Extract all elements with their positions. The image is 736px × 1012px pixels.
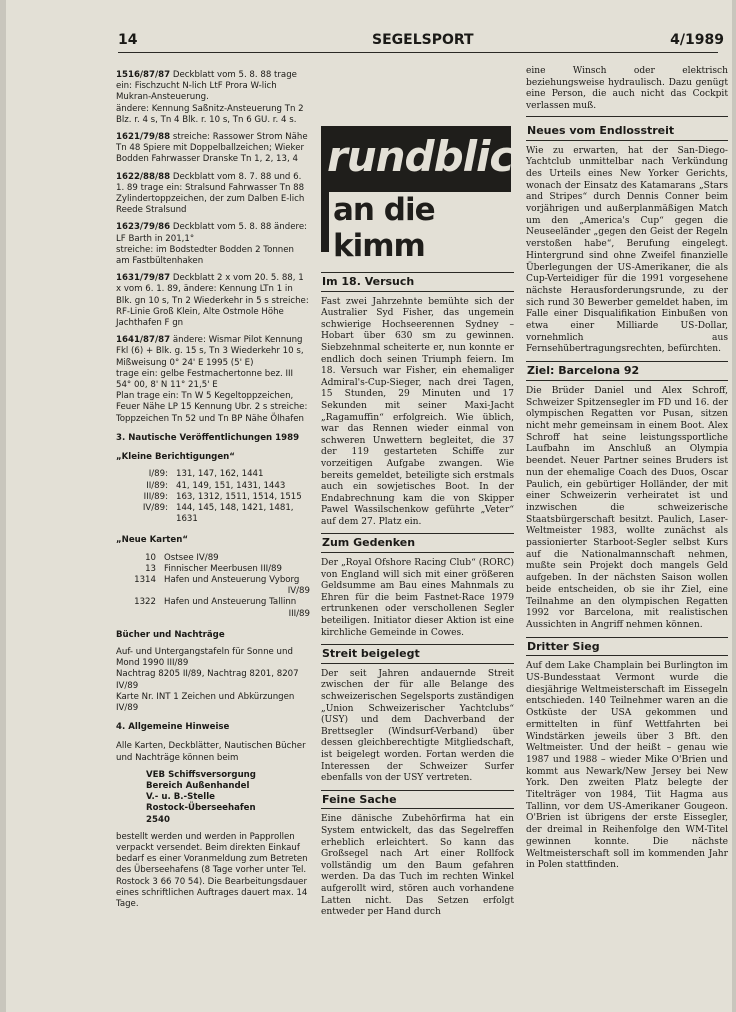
issue-label: 4/1989 [670, 32, 724, 48]
chart-issue: III/89 [288, 608, 310, 619]
article-body: Der „Royal Ofshore Racing Club“ (RORC) von England will sich mit einer größeren Geldsumme am Bau eines Mahnmals zu Ehren für die beim Fastnet-Race 1979 ertrunkenen oder verschollenen Segler beteiligen. Initiator dieser Aktion ist eine kirchliche Gemeinde in Cowes. [321, 558, 514, 638]
list-value: 163, 1312, 1511, 1514, 1515 [176, 491, 302, 502]
address-line: Rostock-Überseehafen [146, 803, 256, 814]
entry-id: 1516/87/87 [116, 70, 171, 80]
address-line: 2540 [146, 814, 170, 825]
article [321, 272, 514, 528]
subsection-title: „Neue Karten“ [116, 535, 189, 546]
article-title: Neues vom Endlosstreit [526, 122, 728, 141]
column-notices [116, 70, 310, 916]
list-key: IV/89: [142, 502, 168, 513]
article-body: Auf dem Lake Champlain bei Burlington im US-Bundesstaat Vermont wurde die diesjährige Weltmeisterschaft im Eissegeln entschieden. 140 Teilnehmer waren an die Ostküste der USA gekommen und ermittelten in fünf Wettfahrten bei Windstärken jeweils über 3 Bft. den Weltmeister. Und der heißt – genau wie 1987 und 1988 – wieder Mike O'Brien und kommt aus Newark/New Jersey bei New York. Den zweiten Platz belegte der Titelträger von 1984, Tiit Hagma aus Tallinn, vor dem US-Amerikaner Gougeon. O'Brien ist übrigens der erste Eissegler, der dreimal in Reihenfolge den WM-Titel gewinnen konnte. Die nächste Weltmeisterschaft soll im kommenden Jahr in Polen stattfinden. [526, 661, 728, 871]
list-key: III/89: [143, 491, 168, 502]
column-news [526, 66, 728, 877]
address-line: Bereich Außenhandel [146, 780, 250, 791]
subsection-title: „Kleine Berichtigungen“ [116, 452, 235, 463]
entry-id: 1621/79/88 [116, 132, 171, 143]
magazine-title: SEGELSPORT [372, 32, 474, 48]
chart-title [164, 553, 310, 564]
article [321, 533, 514, 639]
entry-id: 1622/88/88 [116, 171, 171, 182]
notice-entry [116, 222, 310, 267]
article-body: Der seit Jahren andauernde Streit zwischen der für alle Belange des schweizerischen Segelsports zuständigen „Union Schweizerischer Yachtclubs“ (USY) und dem Dachverband der Brettsegler (Windsurf-Verband) über dessen gleichberechtigte Mitgliedschaft, ist beigelegt worden. Fortan werden die Interessen der Schweizer Surfer ebenfalls von der USY vertreten. [321, 668, 514, 784]
address-line: VEB Schiffsversorgung [146, 769, 256, 780]
notice-entry [116, 70, 310, 126]
section-title: 4. Allgemeine Hinweise [116, 722, 230, 733]
address-line: V.- u. B.-Stelle [146, 792, 215, 803]
article [526, 122, 728, 356]
article-title: Im 18. Versuch [321, 273, 514, 292]
chart-issue: IV/89 [287, 586, 310, 597]
notice-text: Alle Karten, Deckblätter, Nautischen Bücher und Nachträge können beim [116, 741, 306, 763]
entry-id: 1641/87/87 [116, 335, 171, 346]
entry-id: 1623/79/86 [116, 222, 171, 233]
chart-number: 13 [145, 563, 156, 574]
article-body: Eine dänische Zubehörfirma hat ein System entwickelt, das das Segelreffen erheblich erleichtert. So kann das Großsegel nach Art einer Rollfock vollständig um den Baum gefahren werden. Da das Tuch im rechten Winkel aufgerollt wird, stören auch vorhandene Latten nicht. Das Setzen erfolgt entweder per Hand durch [321, 814, 514, 918]
article-body: Fast zwei Jahrzehnte bemühte sich der Australier Syd Fisher, das ungemein schwierige Hochseerennen Sydney – Hobart über 630 sm zu gewinnen. Siebzehnmal scheiterte er, nun konnte er endlich doch seinen Triumph feiern. Im 18. Versuch war Fisher, ein ehemaliger Admiral's-Cup-Sieger, nach drei Tagen, 15 Stunden, 29 Minuten und 17 Sekunden mit seiner Maxi-Jacht „Ragamuffin“ erfolgreich. Wie üblich, war das Rennen wieder einmal von schweren Unwettern begleitet, die 37 der 119 gestarteten Schiffe zur vorzeitigen Aufgabe zwangen. Wie bereits gemeldet, beteiligte sich erstmals auch ein sowjetisches Boot. In der Endabrechnung kam die von Skipper Pawel Wassilschenkow geführte „Veter“ auf dem 27. Platz ein. [321, 296, 514, 527]
notice-entry [116, 172, 310, 217]
section-title: 3. Nautische Veröffentlichungen 1989 [116, 432, 300, 443]
address-block [146, 770, 310, 826]
list-key: II/89: [146, 480, 168, 491]
article [321, 790, 514, 919]
chart-title [164, 597, 310, 619]
list-item [116, 469, 310, 480]
entry-id: 1631/79/87 [116, 273, 171, 284]
list-item [116, 492, 310, 503]
list-value: 144, 145, 148, 1421, 1481, 1631 [176, 502, 294, 525]
intro-text: eine Winsch oder elektrisch beziehungsweise hydraulisch. Dazu genügt eine Person, die auch nicht das Cockpit verlassen muß. [526, 66, 728, 117]
closing-text: bestellt werden und werden in Papprollen verpackt versendet. Beim direkten Einkauf bedarf es einer Voranmeldung zum Betreten des Überseehafens (8 Tage vorher unter Tel. Rostock 3 66 70 54). Die Bearbeitungsdauer eines schriftlichen Auftrages dauert max. 14 Tage. [116, 831, 308, 909]
article-title: Dritter Sieg [526, 638, 728, 657]
logo-line2: an die kimm [329, 192, 511, 264]
subsection-title: Bücher und Nachträge [116, 629, 225, 640]
chart-name: Finnischer Meerbusen III/89 [164, 563, 282, 574]
chart-number: 1322 [134, 597, 156, 608]
entry-text: Deckblatt 2 x vom 20. 5. 88, 1 x vom 6. 1. 89, ändere: Kennung LTn 1 in Blk. gn 10 s, Tn 2 Wiederkehr in 5 s streiche: RF-Linie Groß Klein, Alte Ostmole Höhe Jachthafen F gn [116, 273, 309, 329]
entry-text: ändere: Wismar Pilot Kennung Fkl (6) + Blk. g. 15 s, Tn 3 Wiederkehr 10 s, Mißweisung 0° 24' E 1995 (5' E) trage ein: gelbe Festmachertonne bez. III 54° 00, 8' N 11° 21,5' E Plan trage ein: Tn W 5 Kegeltoppzeichen, Feuer Nähe LP 15 Kennung Ubr. 2 s streiche: Toppzeichen Tn 52 und Tn BP Nähe Ölhafen [116, 335, 308, 424]
article-title: Ziel: Barcelona 92 [526, 362, 728, 381]
chart-name: Hafen und Ansteuerung Tallinn [164, 597, 297, 608]
chart-title [164, 564, 310, 575]
notice-entry [116, 335, 310, 425]
article [526, 361, 728, 631]
article [526, 637, 728, 872]
list-item [116, 575, 310, 597]
chart-name: Ostsee IV/89 [164, 552, 219, 563]
page-number: 14 [118, 32, 138, 48]
rundblick-logo [321, 126, 541, 264]
chart-number: 10 [145, 552, 156, 563]
list-key: I/89: [148, 469, 168, 480]
article [321, 644, 514, 785]
article-body: Wie zu erwarten, hat der San-Diego-Yachtclub unmittelbar nach Verkündung des Urteils eines New Yorker Gerichts, wonach der Einsatz des Katamarans „Stars and Stripes“ durch Dennis Conner beim vorjährigen und außerplanmäßigen Match um den „America's Cup“ gegen die Neuseeländer „gegen den Geist der Regeln verstoßen habe“, Berufung eingelegt. Hintergrund sind ohne Zweifel finanzielle Überlegungen der US-Amerikaner, die als Cup-Verteidiger für die 1991 vorgesehene nächste Herausforderungsrunde, zu der sich rund 30 Bewerber gemeldet haben, im Falle einer Disqualifikation Einbußen von etwa einer Milliarde US-Dollar, vornehmlich aus Fernsehübertragungsrechten, befürchten. [526, 145, 728, 355]
entry-text: streiche: Rassower Strom Nähe Tn 48 Spiere mit Doppelballzeichen; Wieker Bodden Fahrwasser Dranske Tn 1, 2, 13, 4 [116, 132, 308, 165]
notice-entry [116, 273, 310, 329]
chart-number: 1314 [134, 574, 156, 585]
entry-text: Deckblatt vom 8. 7. 88 und 6. 1. 89 trage ein: Stralsund Fahrwasser Tn 88 Zylindertoppzeichen, der zum Dalben E-lich Reede Stralsund [116, 171, 305, 216]
list-item [116, 597, 310, 619]
article-body: Die Brüder Daniel und Alex Schroff, Schweizer Spitzensegler im FD und 16. der olympischen Regatten vor Pusan, sitzen nicht mehr gemeinsam in einem Boot. Alex Schroff hat seine leistungssportliche Laufbahn im Anschluß an Olympia beendet. Neuer Partner seines Bruders ist nun der ehemalige Coach des Duos, Oscar Paulich, ein gebürtiger Holländer, der mit einer Schweizerin verheiratet ist und inzwischen die schweizerische Staatsbürgerschaft besitzt. Paulich, Laser-Weltmeister 1983, wollte zunächst als passionierter Starboot-Segler selbst Kurs auf die Nationalmannschaft nehmen, mußte sein Projekt doch mangels Geld aufgeben. In der nächsten Saison wollen beide entscheiden, ob sie ihr Ziel, eine Teilnahme an den olympischen Regatten 1992 vor Barcelona, mit realistischen Aussichten in Angriff nehmen können. [526, 385, 728, 630]
logo-line1: rundblick [327, 132, 541, 181]
notice-entry [116, 132, 310, 166]
list-item [116, 481, 310, 492]
list-value: 131, 147, 162, 1441 [176, 469, 264, 480]
books-text: Auf- und Untergangstafeln für Sonne und Mond 1990 III/89 Nachtrag 8205 II/89, Nachtrag 8201, 8207 IV/89 Karte Nr. INT 1 Zeichen und Abkürzungen IV/89 [116, 646, 299, 713]
article-title: Zum Gedenken [321, 534, 514, 553]
list-value: 41, 149, 151, 1431, 1443 [176, 480, 286, 491]
chart-name: Hafen und Ansteuerung Vyborg [164, 574, 300, 585]
list-item [116, 503, 310, 525]
list-item [116, 553, 310, 564]
article-title: Streit beigelegt [321, 645, 514, 664]
article-title: Feine Sache [321, 791, 514, 810]
page-header [118, 30, 724, 53]
list-item [116, 564, 310, 575]
entry-text: Deckblatt vom 5. 8. 88 trage ein: Fischzucht N-lich LtF Prora W-lich Mukran-Ansteuerung. ändere: Kennung Saßnitz-Ansteuerung Tn 2 Blz. r. 4 s, Tn 4 Blk. r. 10 s, Tn 6 GU. r. 4 s. [116, 70, 304, 125]
chart-title [164, 575, 310, 597]
entry-text: Deckblatt vom 5. 8. 88 ändere: LF Barth in 201,1° streiche: im Bodstedter Bodden 2 Tonnen am Fastbültenhaken [116, 222, 308, 267]
